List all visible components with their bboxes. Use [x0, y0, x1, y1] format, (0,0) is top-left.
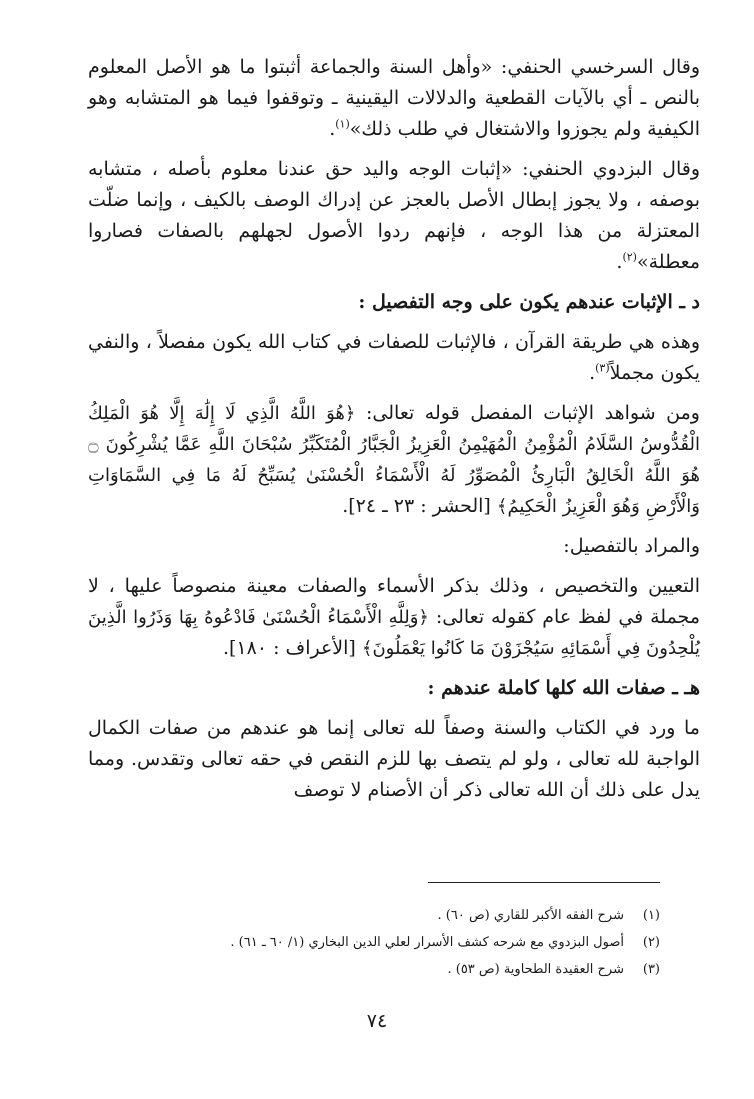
- sentence-end: .: [616, 251, 623, 273]
- footnote-ref: (٢): [622, 250, 637, 264]
- sentence-end: .: [329, 118, 336, 140]
- paragraph-tafsil-meaning: والمراد بالتفصيل:: [563, 535, 700, 557]
- paragraph-hashr-evidence: [88, 398, 700, 522]
- quran-verse: ﴿وَلِلَّهِ الْأَسْمَاءُ الْحُسْنَىٰ فَادْعُوهُ بِهَا وَذَرُوا الَّذِينَ يُلْحِدُونَ فِي أَسْمَائِهِ سَيُجْزَوْنَ مَا كَانُوا يَعْمَلُونَ﴾: [88, 607, 700, 659]
- footnote-number: (٣): [642, 962, 660, 977]
- footnote-text: أصول البزدوي مع شرحه كشف الأسرار لعلي الدين البخاري (١/ ٦٠ ـ ٦١) .: [230, 935, 624, 950]
- footnote-number: (٢): [642, 935, 660, 950]
- paragraph-taeen: [88, 571, 700, 664]
- footnote-item: [240, 902, 660, 929]
- paragraph-text: وهذه هي طريقة القرآن ، فالإثبات للصفات في كتاب الله يكون مفصلاً ، والنفي يكون مجملاً: [88, 331, 700, 384]
- footnote-item: [240, 956, 660, 983]
- section-heading-d: د ـ الإثبات عندهم يكون على وجه التفصيل :: [358, 291, 700, 313]
- paragraph-text: وقال السرخسي الحنفي: «وأهل السنة والجماعة أثبتوا ما هو الأصل المعلوم بالنص ـ أي بالآيات القطعية والدلالات اليقينية ـ وتوقفوا فيما هو المتشابه وهو الكيفية ولم يجوزوا والاشتغال في طلب ذلك»: [88, 56, 700, 140]
- footnote-text: شرح الفقه الأكبر للقاري (ص ٦٠) .: [437, 908, 624, 923]
- page-body: [88, 52, 700, 806]
- paragraph-sifat-kamal: ما ورد في الكتاب والسنة وصفاً لله تعالى إنما هو عندهم من صفات الكمال الواجبة لله تعالى ، ولو لم يتصف بها للزم النقص في حقه تعالى وتقدس. ومما يدل على ذلك أن الله تعالى ذكر أن الأصنام لا توصف: [88, 717, 700, 801]
- footnote-text: شرح العقيدة الطحاوية (ص ٥٣) .: [447, 962, 624, 977]
- verse-citation: [الأعراف : ١٨٠]: [228, 637, 356, 659]
- page-number: ٧٤: [366, 1010, 388, 1032]
- paragraph-sarakhsi-quote: [88, 52, 700, 145]
- paragraph-text: وقال البزدوي الحنفي: «إثبات الوجه واليد حق عندنا معلوم بأصله ، متشابه بوصفه ، ولا يجوز إبطال الأصل بالعجز عن إدراك الوصف بالكيف ، وإنما ضلّت المعتزلة من هذا الوجه ، فإنهم ردوا الأصول لجهلهم بالصفات فصاروا معطلة»: [88, 158, 700, 273]
- paragraph-quran-method: [88, 327, 700, 389]
- footnote-divider: [428, 882, 660, 883]
- footnote-ref: (١): [335, 117, 350, 131]
- paragraph-bazdawi-quote: [88, 154, 700, 278]
- sentence-end: .: [589, 362, 596, 384]
- sentence-end: .: [342, 495, 349, 517]
- paragraph-text: ومن شواهد الإثبات المفصل قوله تعالى:: [366, 402, 700, 424]
- footnote-number: (١): [642, 908, 660, 923]
- footnotes: [230, 902, 660, 983]
- footnote-item: [230, 929, 660, 956]
- quran-verse: ﴿هُوَ اللَّهُ الَّذِي لَا إِلَٰهَ إِلَّا هُوَ الْمَلِكُ الْقُدُّوسُ السَّلَامُ الْمُؤْمِنُ الْمُهَيْمِنُ الْعَزِيزُ الْجَبَّارُ الْمُتَكَبِّرُ سُبْحَانَ اللَّهِ عَمَّا يُشْرِكُونَ ۝ هُوَ اللَّهُ الْخَالِقُ الْبَارِئُ الْمُصَوِّرُ لَهُ الْأَسْمَاءُ الْحُسْنَىٰ يُسَبِّحُ لَهُ مَا فِي السَّمَاوَاتِ وَالْأَرْضِ وَهُوَ الْعَزِيزُ الْحَكِيمُ﴾: [88, 403, 700, 517]
- section-heading-h: هـ ـ صفات الله كلها كاملة عندهم :: [427, 677, 700, 699]
- paragraph-text: التعيين والتخصيص ، وذلك بذكر الأسماء والصفات معينة منصوصاً عليها ، لا مجملة في لفظ عام كقوله تعالى:: [88, 575, 700, 628]
- verse-citation: [الحشر : ٢٣ ـ ٢٤]: [348, 495, 491, 517]
- sentence-end: .: [222, 637, 229, 659]
- footnote-ref: (٣): [595, 361, 610, 375]
